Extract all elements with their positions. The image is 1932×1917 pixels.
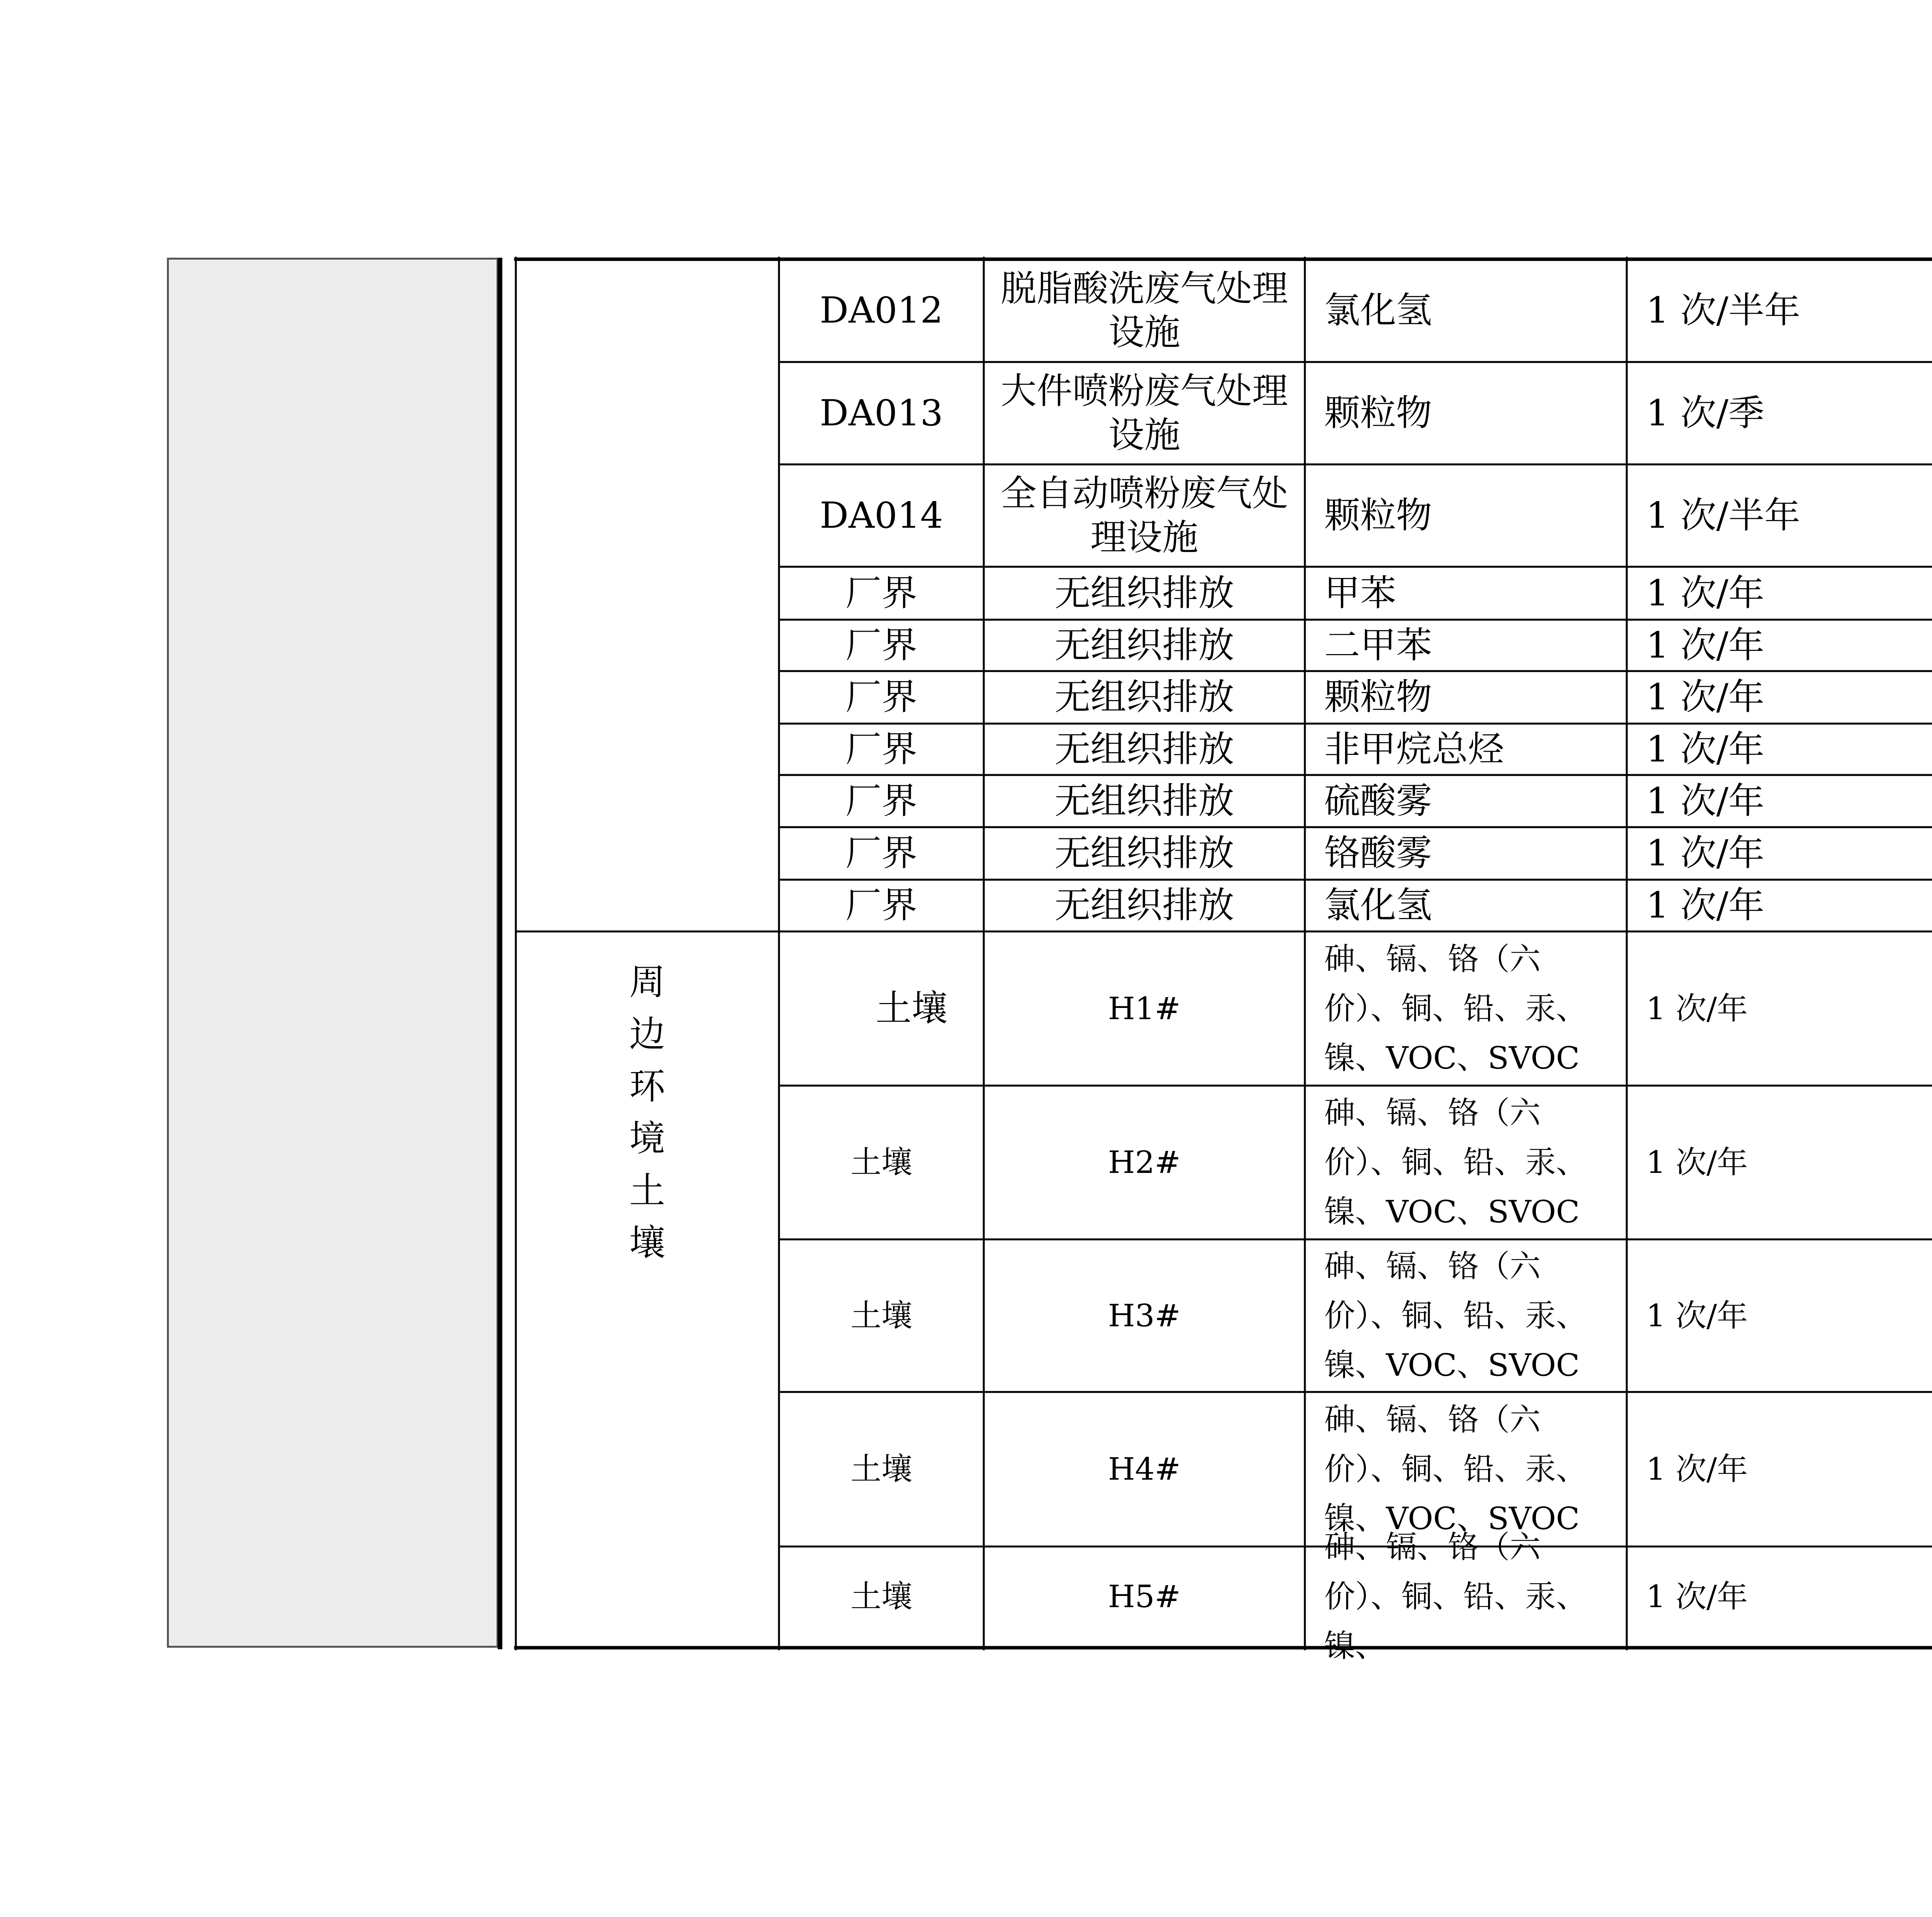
table-cell-pollutant: 颗粒物	[1324, 392, 1432, 434]
table-cell-point: 无组织排放	[1054, 780, 1234, 822]
table-cell-location: 厂界	[845, 624, 917, 666]
table-cell-pollutant: 二甲苯	[1324, 624, 1432, 666]
table-cell-pollutant: 硫酸雾	[1324, 780, 1432, 822]
table-cell-frequency: 1 次/年	[1646, 832, 1765, 874]
table-cell-pollutant: 颗粒物	[1324, 676, 1432, 718]
table-cell-point: 全自动喷粉废气处理设施	[1000, 472, 1288, 558]
table-cell-location: 土壤	[850, 1451, 912, 1487]
table-cell-location: 土壤	[850, 1579, 912, 1614]
table-cell-frequency: 1 次/年	[1646, 728, 1765, 770]
left-border-bar	[498, 258, 502, 1649]
table-cell-pollutant: 砷、镉、铬（六价）、铜、铅、汞、镍、VOC、SVOC	[1324, 941, 1587, 1076]
table-cell-location: DA012	[820, 289, 943, 331]
table-cell-point: 脱脂酸洗废气处理设施	[1000, 267, 1288, 353]
table-cell-frequency: 1 次/半年	[1646, 289, 1801, 331]
table-cell-pollutant: 砷、镉、铬（六价）、铜、铅、汞、镍、	[1324, 1529, 1587, 1664]
table-cell-location: 土壤	[850, 1297, 912, 1334]
table-cell-point: H1#	[1108, 990, 1181, 1026]
table-cell-frequency: 1 次/半年	[1646, 494, 1801, 536]
table-cell-pollutant: 颗粒物	[1324, 494, 1432, 536]
side-category-label: 周边环境土壤	[629, 961, 665, 1264]
table-cell-pollutant: 非甲烷总烃	[1324, 728, 1504, 770]
table-cell-location: 土壤	[876, 987, 947, 1029]
table-cell-location: 厂界	[845, 572, 917, 614]
table-cell-frequency: 1 次/年	[1646, 884, 1765, 926]
table-cell-point: 无组织排放	[1054, 624, 1234, 666]
table-cell-point: H3#	[1108, 1297, 1181, 1334]
table-cell-frequency: 1 次/年	[1646, 990, 1748, 1026]
table-cell-frequency: 1 次/年	[1646, 1144, 1748, 1180]
table-cell-point: H5#	[1108, 1579, 1181, 1614]
table-cell-point: H2#	[1108, 1144, 1181, 1180]
table-cell-frequency: 1 次/年	[1646, 780, 1765, 822]
table-cell-frequency: 1 次/年	[1646, 676, 1765, 718]
table-cell-location: 厂界	[845, 884, 917, 926]
table-cell-point: 大件喷粉废气处理设施	[1000, 370, 1288, 456]
table-cell-frequency: 1 次/季	[1646, 392, 1765, 434]
table-cell-location: 厂界	[845, 832, 917, 874]
table-cell-pollutant: 甲苯	[1324, 572, 1396, 614]
left-margin-panel	[167, 258, 498, 1648]
table-cell-pollutant: 砷、镉、铬（六价）、铜、铅、汞、镍、VOC、SVOC	[1324, 1402, 1587, 1536]
table-cell-location: DA013	[820, 392, 943, 434]
table-cell-location: 厂界	[845, 728, 917, 770]
table-cell-point: 无组织排放	[1054, 884, 1234, 926]
table-cell-frequency: 1 次/年	[1646, 1451, 1748, 1487]
table-cell-pollutant: 砷、镉、铬（六价）、铜、铅、汞、镍、VOC、SVOC	[1324, 1095, 1587, 1230]
table-cell-pollutant: 氯化氢	[1324, 884, 1432, 926]
table-cell-frequency: 1 次/年	[1646, 624, 1765, 666]
table-cell-frequency: 1 次/年	[1646, 572, 1765, 614]
table-cell-point: 无组织排放	[1054, 728, 1234, 770]
table-cell-pollutant: 铬酸雾	[1324, 832, 1432, 874]
table-cell-pollutant: 砷、镉、铬（六价）、铜、铅、汞、镍、VOC、SVOC	[1324, 1248, 1587, 1383]
table-cell-pollutant: 氯化氢	[1324, 289, 1432, 331]
table-cell-location: DA014	[820, 494, 943, 536]
table-cell-location: 土壤	[850, 1144, 912, 1180]
table-cell-frequency: 1 次/年	[1646, 1297, 1748, 1334]
table-cell-location: 厂界	[845, 780, 917, 822]
table-cell-point: 无组织排放	[1054, 832, 1234, 874]
table-cell-point: H4#	[1108, 1451, 1181, 1487]
table-cell-point: 无组织排放	[1054, 676, 1234, 718]
table-cell-location: 厂界	[845, 676, 917, 718]
table-cell-frequency: 1 次/年	[1646, 1579, 1748, 1614]
table-cell-point: 无组织排放	[1054, 572, 1234, 614]
